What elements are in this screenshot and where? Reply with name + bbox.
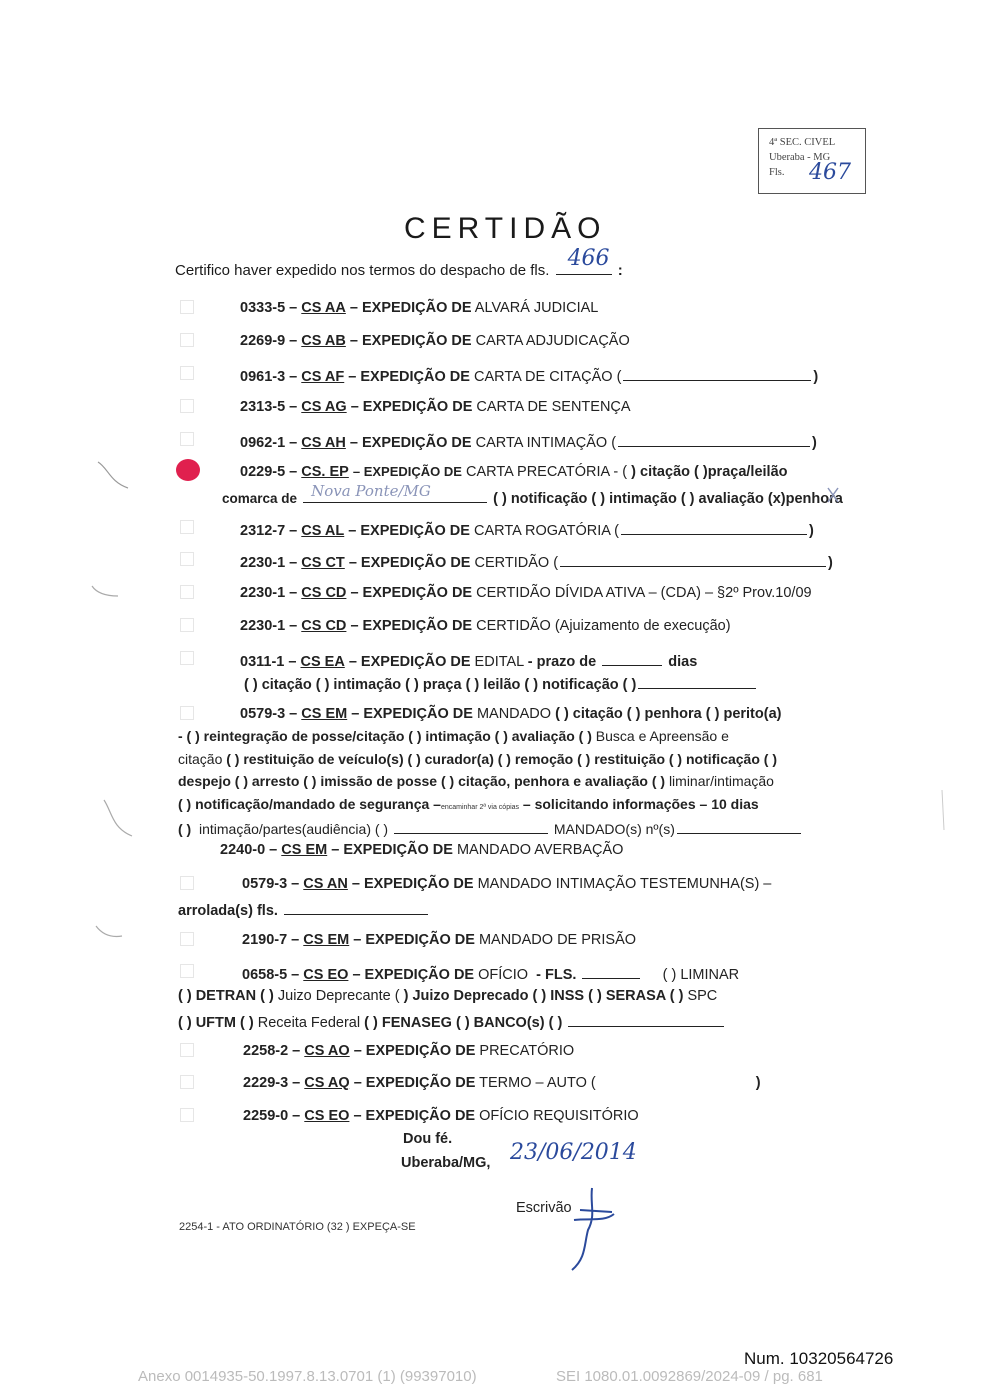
sei-watermark: SEI 1080.01.0092869/2024-09 / pg. 681 bbox=[556, 1368, 823, 1385]
item-0333: 0333-5 – CS AA – EXPEDIÇÃO DE ALVARÁ JUDICIAL bbox=[240, 300, 599, 316]
stamp-folio-handwritten: 467 bbox=[809, 160, 851, 185]
item-0658-line2: ( ) DETRAN ( ) Juizo Deprecante ( ) Juizo Deprecado ( ) INSS ( ) SERASA ( ) SPC bbox=[178, 988, 718, 1004]
penhora-x-mark bbox=[828, 488, 838, 502]
item-0579-line6: ( ) intimação/partes(audiência) ( ) MANDADO(s) nº(s) bbox=[178, 819, 803, 837]
item-2312: 2312-7 – CS AL – EXPEDIÇÃO DE CARTA ROGATÓRIA ( ) bbox=[240, 520, 814, 539]
item-0579-line4: despejo ( ) arresto ( ) imissão de posse ( ) citação, penhora e avaliação ( ) liminar/intimação bbox=[178, 773, 774, 789]
item-0579-line3: citação ( ) restituição de veículo(s) ( ) curador(a) ( ) remoção ( ) restituição ( ) notificação ( ) bbox=[178, 751, 777, 767]
comarca-handwritten: Nova Ponte/MG bbox=[311, 482, 431, 500]
item-0961: 0961-3 – CS AF – EXPEDIÇÃO DE CARTA DE CITAÇÃO ( ) bbox=[240, 366, 818, 385]
item-0962: 0962-1 – CS AH – EXPEDIÇÃO DE CARTA INTIMAÇÃO ( ) bbox=[240, 432, 817, 451]
margin-mark-3 bbox=[104, 800, 132, 836]
item-2230-cda: 2230-1 – CS CD – EXPEDIÇÃO DE CERTIDÃO DÍVIDA ATIVA – (CDA) – §2º Prov.10/09 bbox=[240, 585, 812, 601]
margin-mark-1 bbox=[98, 462, 128, 488]
escrivao-label: Escrivão bbox=[516, 1200, 572, 1216]
item-2259: 2259-0 – CS EO – EXPEDIÇÃO DE OFÍCIO REQUISITÓRIO bbox=[243, 1108, 639, 1124]
item-2229: 2229-3 – CS AQ – EXPEDIÇÃO DE TERMO – AUTO ( ) bbox=[243, 1075, 761, 1091]
place: Uberaba/MG, bbox=[401, 1155, 491, 1171]
item-2313: 2313-5 – CS AG – EXPEDIÇÃO DE CARTA DE SENTENÇA bbox=[240, 399, 631, 415]
fls-handwritten: 466 bbox=[567, 246, 610, 271]
item-2269: 2269-9 – CS AB – EXPEDIÇÃO DE CARTA ADJUDICAÇÃO bbox=[240, 333, 630, 349]
dou-fe: Dou fé. bbox=[403, 1131, 453, 1147]
margin-line-right bbox=[942, 790, 944, 830]
document-number: Num. 10320564726 bbox=[744, 1349, 894, 1368]
item-2230-ct: 2230-1 – CS CT – EXPEDIÇÃO DE CERTIDÃO ( ) bbox=[240, 552, 833, 571]
item-0229: 0229-5 – CS. EP – EXPEDIÇÃO DE CARTA PRECATÓRIA - ( ) citação ( )praça/leilão bbox=[240, 464, 788, 480]
item-0311: 0311-1 – CS EA – EXPEDIÇÃO DE EDITAL - prazo de dias bbox=[240, 651, 697, 670]
item-0579: 0579-3 – CS EM – EXPEDIÇÃO DE MANDADO ( ) citação ( ) penhora ( ) perito(a) bbox=[240, 706, 782, 722]
item-0311-line2: ( ) citação ( ) intimação ( ) praça ( ) leilão ( ) notificação ( ) bbox=[244, 674, 758, 693]
item-0658: 0658-5 – CS EO – EXPEDIÇÃO DE OFÍCIO - FLS. ( ) LIMINAR bbox=[242, 964, 739, 983]
item-2258: 2258-2 – CS AO – EXPEDIÇÃO DE PRECATÓRIO bbox=[243, 1043, 575, 1059]
stamp-line-3: Fls. bbox=[769, 167, 785, 178]
page-title: CERTIDÃO bbox=[404, 212, 607, 245]
item-0579-line5: ( ) notificação/mandado de segurança –encaminhar 2ª via cópias – solicitando informações – 10 dias bbox=[178, 796, 759, 812]
item-0579-line2: - ( ) reintegração de posse/citação ( ) intimação ( ) avaliação ( ) Busca e Apreensão e bbox=[178, 728, 729, 744]
margin-mark-4 bbox=[96, 926, 122, 937]
item-0579-an: 0579-3 – CS AN – EXPEDIÇÃO DE MANDADO INTIMAÇÃO TESTEMUNHA(S) – bbox=[242, 876, 772, 892]
intro-line: Certifico haver expedido nos termos do despacho de fls. 466 : bbox=[175, 246, 623, 279]
item-0658-line3: ( ) UFTM ( ) Receita Federal ( ) FENASEG ( ) BANCO(s) ( ) bbox=[178, 1012, 726, 1031]
intro-text: Certifico haver expedido nos termos do despacho de fls. bbox=[175, 262, 550, 279]
margin-mark-2 bbox=[92, 586, 118, 596]
stamp-line-2: Uberaba - MG bbox=[769, 152, 831, 163]
annex-watermark: Anexo 0014935-50.1997.8.13.0701 (1) (99397010) bbox=[138, 1368, 477, 1385]
item-2190: 2190-7 – CS EM – EXPEDIÇÃO DE MANDADO DE PRISÃO bbox=[242, 932, 637, 948]
signature-mark bbox=[572, 1188, 614, 1270]
stamp-line-1: 4ª SEC. CIVEL bbox=[769, 137, 836, 148]
date-handwritten: 23/06/2014 bbox=[510, 1140, 637, 1165]
item-2230-ajuizamento: 2230-1 – CS CD – EXPEDIÇÃO DE CERTIDÃO (Ajuizamento de execução) bbox=[240, 618, 731, 634]
item-0579-an-line2: arrolada(s) fls. bbox=[178, 900, 430, 919]
form-code: 2254-1 - ATO ORDINATÓRIO (32 ) EXPEÇA-SE bbox=[179, 1221, 416, 1233]
item-0229-line2: comarca de Nova Ponte/MG ( ) notificação ( ) intimação ( ) avaliação (x)penhora bbox=[222, 482, 843, 507]
item-2240: 2240-0 – CS EM – EXPEDIÇÃO DE MANDADO AVERBAÇÃO bbox=[220, 842, 624, 858]
